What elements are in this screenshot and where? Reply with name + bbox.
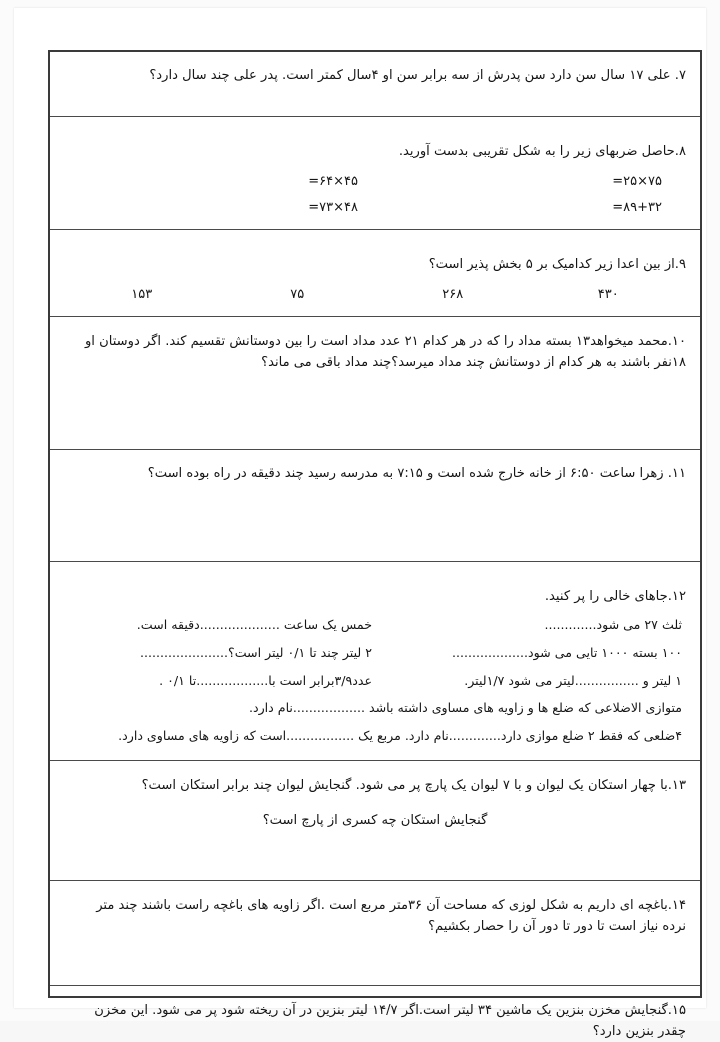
expression-48x73: ۴۸×۷۳=: [308, 199, 358, 215]
question-15-line-2: چقدر بنزین دارد؟: [592, 1024, 686, 1040]
question-14-block: [50, 881, 700, 985]
question-12-blank-row-1: [50, 616, 700, 635]
paper-sheet: [14, 8, 706, 1040]
question-12-blank-row-2: [50, 644, 700, 663]
question-10-line-1: ۱۰.محمد میخواهد۱۳ بسته مداد را که در هر کدام ۲۱ عدد مداد است را بین دوستانش تقسیم کند. اگر دوستان او: [84, 333, 686, 349]
question-15-line-1: ۱۵.گنجایش مخزن بنزین یک ماشین ۳۴ لیتر است.اگر ۱۴/۷ لیتر بنزین در آن ریخته شود پر می شود. این مخزن: [94, 1003, 686, 1019]
choice-268: ۲۶۸: [442, 286, 464, 302]
blank-number-39: عدد۳/۹برابر است با..................تا ۰/۱ .: [159, 672, 372, 688]
expression-75x25: ۷۵×۲۵=: [612, 173, 662, 189]
blank-1-liter: ۱ لیتر و ................لیتر می شود ۱/۷لیتر.: [464, 672, 682, 688]
blank-2-liters: ۲ لیتر چند تا ۰/۱ لیتر است؟......................: [139, 644, 372, 660]
blank-third-of-27: ثلث ۲۷ می شود.............: [544, 616, 682, 632]
choice-153: ۱۵۳: [131, 286, 153, 302]
question-12-prompt: ۱۲.جاهای خالی را پر کنید.: [544, 588, 686, 604]
expression-89plus32: ۸۹+۳۲=: [612, 199, 662, 215]
question-15-block: [50, 986, 700, 1042]
question-8-row-2: [50, 200, 700, 215]
expression-45x64: ۴۵×۶۴=: [308, 173, 358, 189]
blank-parallelogram: متوازی الاضلاعی که ضلع ها و زاویه های مساوی داشته باشد ..................نام دارد.: [248, 700, 682, 716]
question-14-line-2: نرده نیاز است تا دور تا دور آن را حصار بکشیم؟: [428, 918, 686, 934]
question-13-line-1: ۱۳.با چهار استکان یک لیوان و با ۷ لیوان یک پارچ پر می شود. گنجایش لیوان چند برابر استکان است؟: [141, 778, 686, 794]
question-12-blank-row-3: [50, 672, 700, 691]
question-8-row-1: [50, 174, 700, 189]
question-12-block: [50, 562, 700, 761]
blank-100-packs: ۱۰۰ بسته ۱۰۰۰ تایی می شود...................: [452, 644, 682, 660]
question-7-block: [50, 52, 700, 116]
question-11-text: ۱۱. زهرا ساعت ۶:۵۰ از خانه خارج شده است و ۷:۱۵ به مدرسه رسید چند دقیقه در راه بوده است؟: [147, 466, 686, 482]
question-11-block: [50, 450, 700, 560]
worksheet-frame: [48, 50, 702, 1040]
question-7-text: ۷. علی ۱۷ سال سن دارد سن پدرش از سه برابر سن او ۴سال کمتر است. پدر علی چند سال دارد؟: [149, 68, 686, 83]
question-9-choices: [50, 287, 700, 302]
question-10-line-2: ۱۸نفر باشند به هر کدام از دوستانش چند مداد میرسد؟چند مداد باقی می ماند؟: [261, 355, 686, 371]
choice-75: ۷۵: [290, 286, 305, 302]
question-9-block: [50, 230, 700, 316]
blank-quadrilateral: ۴ضلعی که فقط ۲ ضلع موازی دارد.............نام دارد. مربع یک .................است که زاویه های مساوی دارد.: [118, 728, 682, 744]
question-13-line-2: گنجایش استکان چه کسری از پارچ است؟: [262, 813, 488, 829]
choice-430: ۴۳۰: [597, 286, 619, 302]
question-13-block: [50, 761, 700, 879]
question-8-prompt: ۸.حاصل ضربهای زیر را به شکل تقریبی بدست آورید.: [398, 144, 686, 160]
question-8-block: [50, 117, 700, 228]
question-9-prompt: ۹.از بین اعدا زیر کدامیک بر ۵ بخش پذیر است؟: [428, 256, 686, 272]
question-14-line-1: ۱۴.باغچه ای داریم به شکل لوزی که مساحت آن ۳۶متر مربع است .اگر زاویه های باغچه راست باشند چند متر: [96, 897, 686, 913]
question-10-block: [50, 317, 700, 449]
blank-fifth-of-hour: خمس یک ساعت ....................دقیقه است.: [136, 616, 372, 632]
